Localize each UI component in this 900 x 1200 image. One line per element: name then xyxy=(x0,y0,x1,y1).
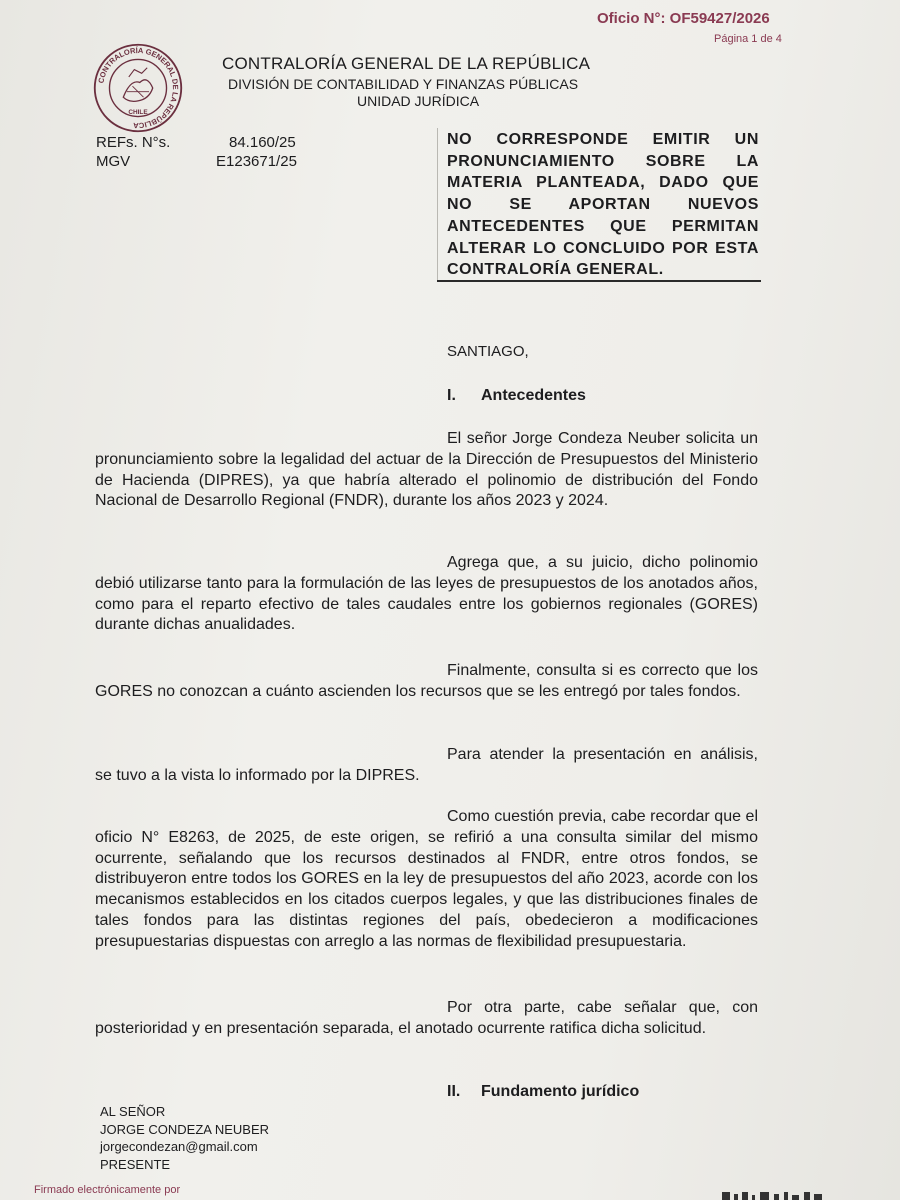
ref-number-1: 84.160/25 xyxy=(229,134,296,151)
seal-text: CONTRALORÍA GENERAL DE LA REPÚBLICA xyxy=(96,45,181,131)
address-line: PRESENTE xyxy=(100,1156,171,1172)
recipient-email: jorgecondezan@gmail.com xyxy=(100,1139,258,1154)
paragraph-text: Por otra parte, cabe señalar que, con posterioridad y en presentación separada, el anotado ocurrente ratifica dicha solicitud. xyxy=(95,999,758,1037)
paragraph-text: Agrega que, a su juicio, dicho polinomio debió utilizarse tanto para la formulación de las leyes de presupuestos de los anotados años, como para el reparto efectivo de tales caudales entre los gobiernos regionales (GORES) durante dichas anualidades. xyxy=(95,554,758,634)
paragraph xyxy=(95,807,758,953)
seal-bottom-text: CHILE xyxy=(128,108,148,116)
paragraph-text: Finalmente, consulta si es correcto que los GORES no conozcan a cuánto ascienden los recursos que se les entregó por tales fondos. xyxy=(95,662,758,700)
section-title: Antecedentes xyxy=(481,387,586,404)
paragraph xyxy=(95,661,758,703)
paragraph-text: El señor Jorge Condeza Neuber solicita un pronunciamiento sobre la legalidad del actuar de la Dirección de Presupuestos del Ministerio de Hacienda (DIPRES), ya que habría alterado el polinomio de distribución del Fondo Nacional de Desarrollo Regional (FNDR), durante los años 2023 y 2024. xyxy=(95,430,758,510)
city-dateline: SANTIAGO, xyxy=(447,343,529,360)
section-heading-antecedentes xyxy=(447,387,586,405)
paragraph xyxy=(95,745,758,787)
unit-name: UNIDAD JURÍDICA xyxy=(357,93,480,109)
ref-number-2: E123671/25 xyxy=(216,153,297,170)
division-name: DIVISIÓN DE CONTABILIDAD Y FINANZAS PÚBLICAS xyxy=(228,76,579,92)
refs-label: REFs. N°s. xyxy=(96,134,171,151)
section-number: I. xyxy=(447,387,456,404)
paragraph xyxy=(95,553,758,636)
summary-text: NO CORRESPONDE EMITIR UN PRONUNCIAMIENTO SOBRE LA MATERIA PLANTEADA, DADO QUE NO SE APORTAN NUEVOS ANTECEDENTES QUE PERMITAN ALTERAR LO CONCLUIDO POR ESTA CONTRALORÍA GENERAL. xyxy=(447,131,759,279)
contraloria-seal-icon xyxy=(92,42,184,134)
signature-notice: Firmado electrónicamente por xyxy=(34,1184,181,1196)
org-name: CONTRALORÍA GENERAL DE LA REPÚBLICA xyxy=(222,54,591,73)
summary-divider xyxy=(437,128,438,280)
summary-underline xyxy=(437,280,761,282)
qr-code-icon xyxy=(722,1190,822,1200)
paragraph xyxy=(95,998,758,1040)
section-heading-fundamento xyxy=(447,1083,639,1101)
refs-labels xyxy=(96,133,170,171)
refs-values xyxy=(216,133,297,171)
paragraph xyxy=(95,429,758,512)
recipient-address xyxy=(100,1103,269,1173)
paragraph-text: Como cuestión previa, cabe recordar que el oficio N° E8263, de 2025, de este origen, se refirió a una consulta similar del mismo ocurrente, señalando que los recursos destinados al FNDR, entre otros fondos, se distribuyeron entre todos los GORES en la ley de presupuestos del año 2023, acorde con los mecanismos establecidos en los citados cuerpos legales, y que las distribuciones finales de tales fondos para las distintas regiones del país, obedecieron a modificaciones presupuestarias dispuestas con arreglo a las normas de flexibilidad presupuestaria. xyxy=(95,808,758,950)
section-title: Fundamento jurídico xyxy=(481,1083,640,1100)
page-indicator: Página 1 de 4 xyxy=(714,33,782,45)
address-line: AL SEÑOR xyxy=(100,1104,166,1119)
oficio-number: Oficio N°: OF59427/2026 xyxy=(597,10,770,27)
recipient-name: JORGE CONDEZA NEUBER xyxy=(100,1121,270,1137)
paragraph-text: Para atender la presentación en análisis, se tuvo a la vista lo informado por la DIPRES. xyxy=(95,746,758,784)
section-number: II. xyxy=(447,1083,461,1100)
initials-label: MGV xyxy=(96,153,131,170)
